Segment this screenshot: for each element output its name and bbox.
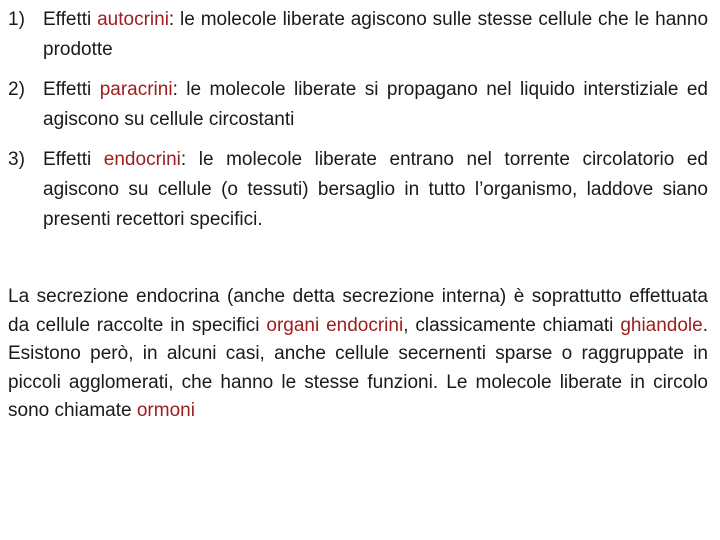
paragraph-text-1: La secrezione endocrina (anche detta secrezione interna) è soprattutto effettuata da cellule raccolte in specifici bbox=[8, 286, 708, 336]
term-ormoni: ormoni bbox=[136, 400, 195, 421]
list-item-paracrine bbox=[8, 75, 708, 135]
list-item-endocrine bbox=[8, 145, 708, 235]
list-item-prefix: Effetti bbox=[43, 149, 104, 170]
body-paragraph bbox=[8, 283, 708, 426]
list-item-number: 2) bbox=[8, 79, 25, 100]
term-endocrini: endocrini bbox=[103, 149, 181, 170]
term-organi-endocrini: organi endocrini bbox=[266, 314, 404, 336]
list-item-description: : le molecole liberate entrano nel torrente circolatorio ed agiscono su cellule (o tessuti) bersaglio in tutto l’organismo, laddove siano presenti recettori specifici. bbox=[43, 149, 708, 230]
list-item-description: : le molecole liberate si propagano nel liquido interstiziale ed agiscono su cellule circostanti bbox=[43, 79, 708, 130]
list-item-prefix: Effetti bbox=[43, 9, 98, 30]
term-ghiandole: ghiandole bbox=[620, 314, 703, 336]
list-item-description: : le molecole liberate agiscono sulle stesse cellule che le hanno prodotte bbox=[43, 9, 709, 60]
paragraph-text-3: . Esistono però, in alcuni casi, anche cellule secernenti sparse o raggruppate in piccoli agglomerati, che hanno le stesse funzioni. Le molecole liberate in circolo sono chiamate bbox=[8, 314, 709, 421]
list-item-autocrine bbox=[8, 5, 708, 65]
term-paracrini: paracrini bbox=[99, 79, 173, 100]
list-item-number: 1) bbox=[8, 9, 25, 30]
paragraph-text-2: , classicamente chiamati bbox=[403, 314, 621, 336]
list-item-number: 3) bbox=[8, 149, 25, 170]
list-item-text bbox=[43, 5, 708, 65]
list-item-text bbox=[43, 145, 708, 235]
list-item-prefix: Effetti bbox=[43, 79, 100, 100]
term-autocrini: autocrini bbox=[97, 9, 169, 30]
list-item-text bbox=[43, 75, 708, 135]
